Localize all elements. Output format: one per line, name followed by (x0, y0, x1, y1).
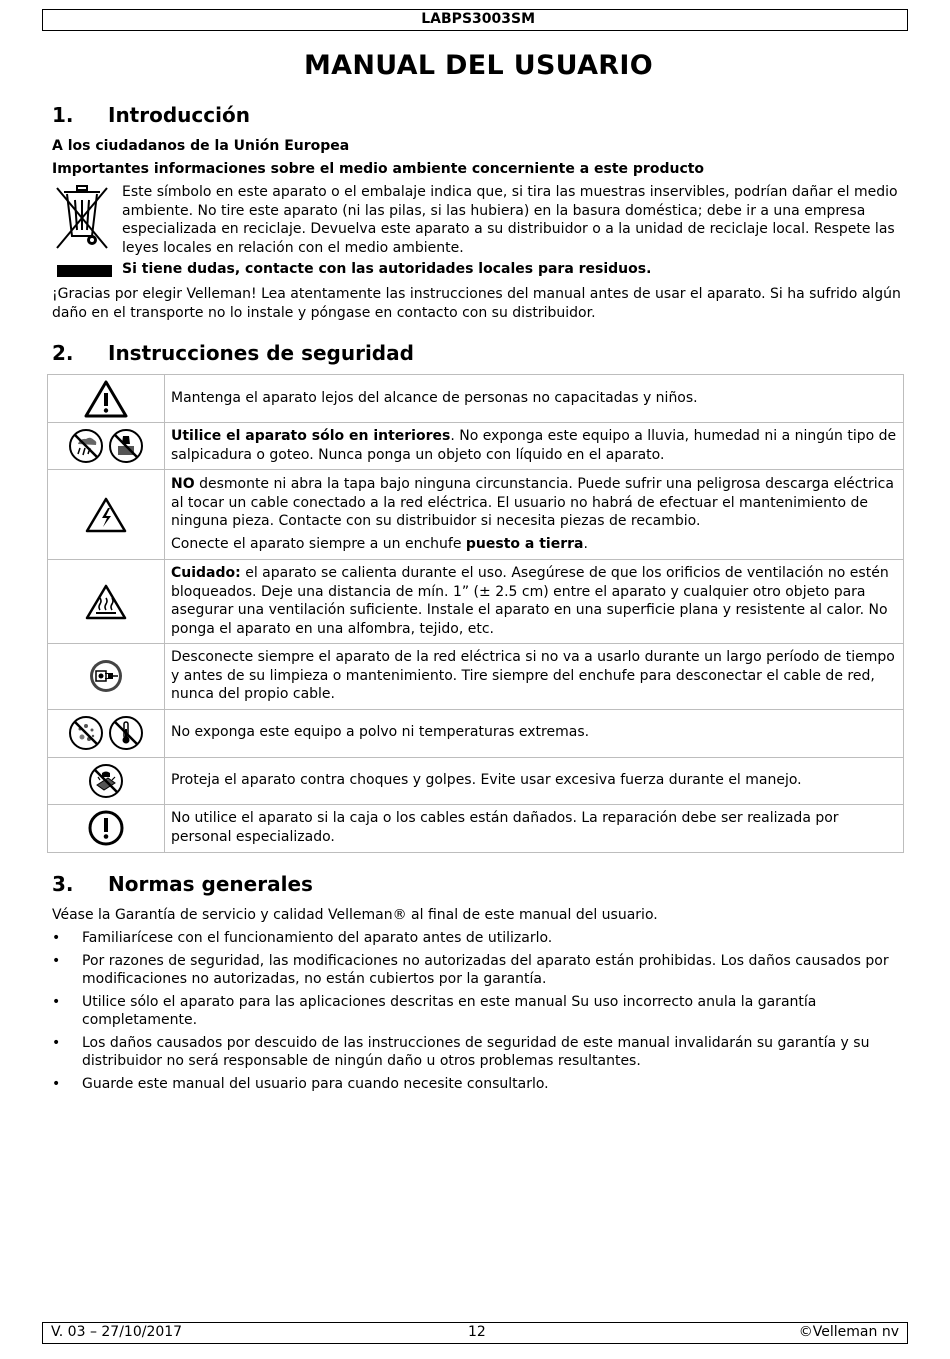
safety-row (48, 375, 904, 423)
electric-shock-icon (84, 496, 128, 534)
safety-row (48, 423, 904, 470)
footer-version: V. 03 – 27/10/2017 (51, 1324, 183, 1340)
page-header (42, 9, 908, 31)
safety-row (48, 804, 904, 852)
warning-triangle-icon (83, 379, 129, 419)
list-item: • Guarde este manual del usuario para cuando necesite consultarlo. (52, 1075, 902, 1094)
safety-text-ground: Conecte el aparato siempre a un enchufe puesto a tierra. (171, 535, 588, 552)
no-rain-icon (68, 428, 104, 464)
unplug-icon (88, 658, 124, 694)
footer-page-number: 12 (468, 1324, 486, 1340)
environment-subheading: Importantes informaciones sobre el medio ambiente concerniente a este producto (52, 161, 705, 177)
safety-row (48, 644, 904, 710)
crossed-bin-icon (52, 184, 112, 252)
section-2-number: 2. (52, 341, 74, 365)
safety-row (48, 757, 904, 804)
section-1-title: Introducción (108, 103, 250, 127)
list-item: • Los daños causados por descuido de las instrucciones de seguridad de este manual invalidarán su garantía y su distribuidor no será responsable de ningún daño u otros problemas resultantes. (52, 1034, 902, 1071)
safety-text: NO desmonte ni abra la tapa bajo ninguna circunstancia. Puede sufrir una peligrosa descarga eléctrica al tocar un cable conectado a la red eléctrica. El usuario no habrá de efectuar el mantenimiento de ninguna pieza. Contacte con su distribuidor si necesita piezas de recambio. (171, 476, 894, 529)
list-item: • Por razones de seguridad, las modificaciones no autorizadas del aparato están prohibidas. Los daños causados por modificaciones no autorizadas, no están cubiertos por la garantía. (52, 952, 902, 989)
weee-description: Este símbolo en este aparato o el embalaje indica que, si tira las muestras inservibles, podrían dañar el medio ambiente. No tire este aparato (ni las pilas, si las hubiera) en la basura doméstica; debe ir a una empresa especializada en reciclaje. Devuelva este aparato a su distribuidor o a la unidad de reciclaje local. Respete las leyes locales en relación con el medio ambiente. (122, 184, 898, 256)
section-3-title: Normas generales (108, 872, 313, 896)
safety-table (47, 374, 904, 853)
document-title: MANUAL DEL USUARIO (304, 50, 653, 81)
safety-text: Mantenga el aparato lejos del alcance de personas no capacitadas y niños. (171, 389, 698, 406)
weee-contact-note: Si tiene dudas, contacte con las autoridades locales para residuos. (122, 261, 652, 277)
general-rules-list (52, 929, 902, 1097)
list-item: • Familiarícese con el funcionamiento del aparato antes de utilizarlo. (52, 929, 902, 948)
no-temperature-icon (108, 715, 144, 751)
section-3-number: 3. (52, 872, 74, 896)
safety-text: Desconecte siempre el aparato de la red eléctrica si no va a usarlo durante un largo período de tiempo y antes de su limpieza o mantenimiento. Tire siempre del enchufe para desconectar el cable de red, nunca del propio cable. (171, 649, 895, 702)
eu-citizens-subheading: A los ciudadanos de la Unión Europea (52, 138, 350, 154)
no-dust-icon (68, 715, 104, 751)
safety-text: Utilice el aparato sólo en interiores. No exponga este equipo a lluvia, humedad ni a ningún tipo de salpicadura o goteo. Nunca ponga un objeto con líquido en el aparato. (171, 428, 897, 463)
safety-row (48, 560, 904, 644)
general-rules-intro: Véase la Garantía de servicio y calidad Velleman® al final de este manual del usuario. (52, 907, 658, 923)
footer-copyright: ©Velleman nv (798, 1324, 899, 1340)
no-liquid-icon (108, 428, 144, 464)
safety-text: Proteja el aparato contra choques y golpes. Evite usar excesiva fuerza durante el manejo. (171, 771, 802, 788)
section-1-heading (52, 103, 250, 127)
safety-text: No utilice el aparato si la caja o los cables están dañados. La reparación debe ser realizada por personal especializado. (171, 810, 839, 845)
safety-row (48, 470, 904, 560)
section-2-heading (52, 341, 414, 365)
list-item: • Utilice sólo el aparato para las aplicaciones descritas en este manual Su uso incorrecto anula la garantía completamente. (52, 993, 902, 1030)
safety-text: No exponga este equipo a polvo ni temperaturas extremas. (171, 724, 590, 741)
model-number: LABPS3003SM (421, 11, 535, 27)
section-3-heading (52, 872, 313, 896)
safety-text: Cuidado: el aparato se calienta durante el uso. Asegúrese de que los orificios de ventilación no estén bloqueados. Deje una distancia de mín. 1” (± 2.5 cm) entre el aparato y cualquier otro objeto para asegurar una ventilación suficiente. Instale el aparato en una superficie plana y resistente al calor. No ponga el aparato en una alfombra, tejido, etc. (171, 565, 889, 637)
weee-underline-bar (57, 265, 112, 277)
no-shock-icon (88, 763, 124, 799)
page-footer (42, 1322, 908, 1344)
thanks-paragraph: ¡Gracias por elegir Velleman! Lea atentamente las instrucciones del manual antes de usar el aparato. Si ha sufrido algún daño en el transporte no lo instale y póngase en contacto con su distribuidor. (52, 286, 901, 321)
safety-row (48, 709, 904, 757)
section-1-number: 1. (52, 103, 74, 127)
hot-surface-icon (84, 583, 128, 621)
section-2-title: Instrucciones de seguridad (108, 341, 414, 365)
exclamation-circle-icon (87, 809, 125, 847)
